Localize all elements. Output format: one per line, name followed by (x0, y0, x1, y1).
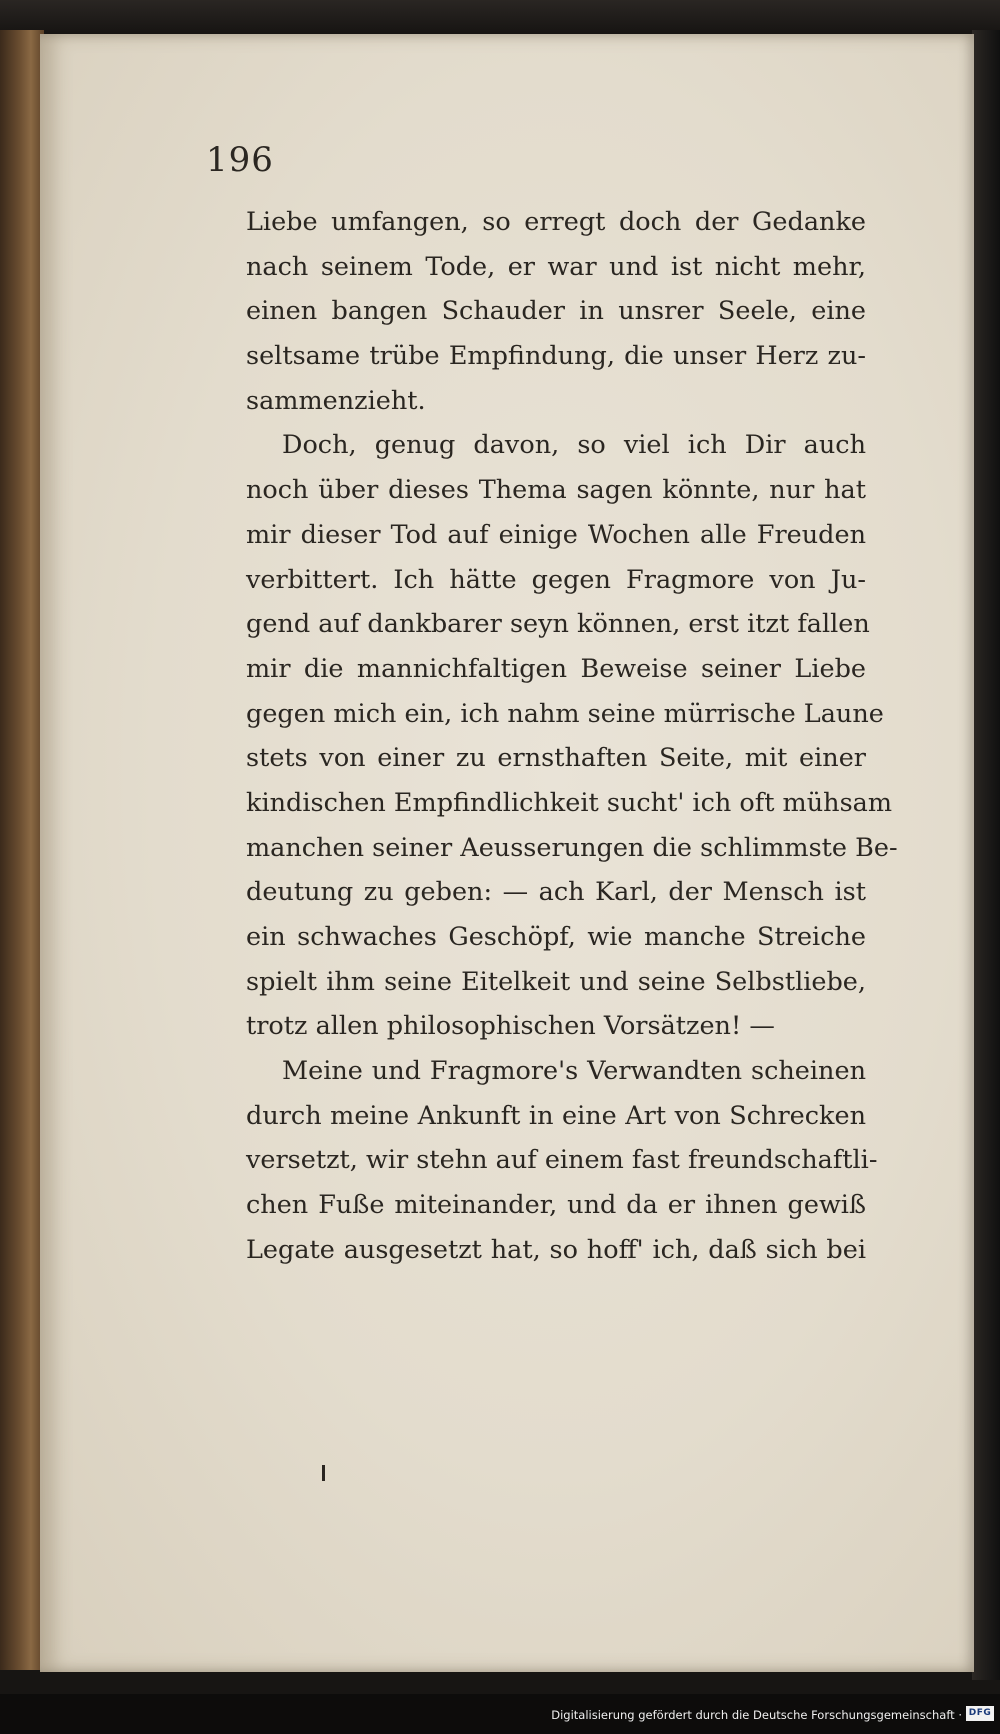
page-number: 196 (206, 140, 274, 180)
text-line: deutung zu geben: — ach Karl, der Mensch ist (246, 877, 866, 908)
footer-credit: Digitalisierung gefördert durch die Deutsche Forschungsgemeinschaft · (551, 1708, 962, 1722)
text-line: verbittert. Ich hätte gegen Fragmore von Ju- (246, 564, 866, 595)
text-line: gegen mich ein, ich nahm seine mürrische Laune (246, 698, 884, 729)
book-spine (0, 30, 44, 1670)
text-line: chen Fuße miteinander, und da er ihnen gewiß (246, 1190, 866, 1221)
text-line: versetzt, wir stehn auf einem fast freundschaftli- (246, 1145, 878, 1176)
text-line: sammenzieht. (246, 385, 426, 416)
text-line: ein schwaches Geschöpf, wie manche Streiche (246, 922, 866, 952)
text-line: Legate ausgesetzt hat, so hoff' ich, daß sich bei (246, 1234, 866, 1265)
text-line: spielt ihm seine Eitelkeit und seine Selbstliebe, (246, 966, 866, 997)
text-line: einen bangen Schauder in unsrer Seele, eine (246, 296, 866, 327)
text-line: stets von einer zu ernsthaften Seite, mit einer (246, 743, 866, 774)
digitization-footer (0, 1694, 1000, 1734)
text-line: durch meine Ankunft in eine Art von Schrecken (246, 1100, 866, 1131)
book-top-edge (0, 0, 1000, 38)
text-line: kindischen Empfindlichkeit sucht' ich oft mühsam (246, 787, 893, 818)
text-line: manchen seiner Aeusserungen die schlimmste Be- (246, 832, 898, 863)
text-line: Liebe umfangen, so erregt doch der Gedanke (246, 207, 866, 237)
text-line: nach seinem Tode, er war und ist nicht mehr, (246, 251, 866, 282)
ink-mark (322, 1465, 325, 1481)
text-line: Doch, genug davon, so viel ich Dir auch (282, 430, 866, 461)
text-line: mir die mannichfaltigen Beweise seiner Liebe (246, 653, 866, 684)
text-line: gend auf dankbarer seyn können, erst itzt fallen (246, 609, 870, 640)
text-line: noch über dieses Thema sagen könnte, nur hat (246, 475, 866, 506)
book-right-edge (972, 30, 1000, 1680)
text-line: seltsame trübe Empfindung, die unser Herz zu- (246, 341, 866, 372)
text-line: mir dieser Tod auf einige Wochen alle Freuden (246, 519, 866, 550)
text-line: Meine und Fragmore's Verwandten scheinen (282, 1056, 866, 1087)
page-text (246, 200, 898, 1273)
dfg-logo-icon: DFG (966, 1706, 994, 1721)
text-line: trotz allen philosophischen Vorsätzen! — (246, 1011, 775, 1042)
